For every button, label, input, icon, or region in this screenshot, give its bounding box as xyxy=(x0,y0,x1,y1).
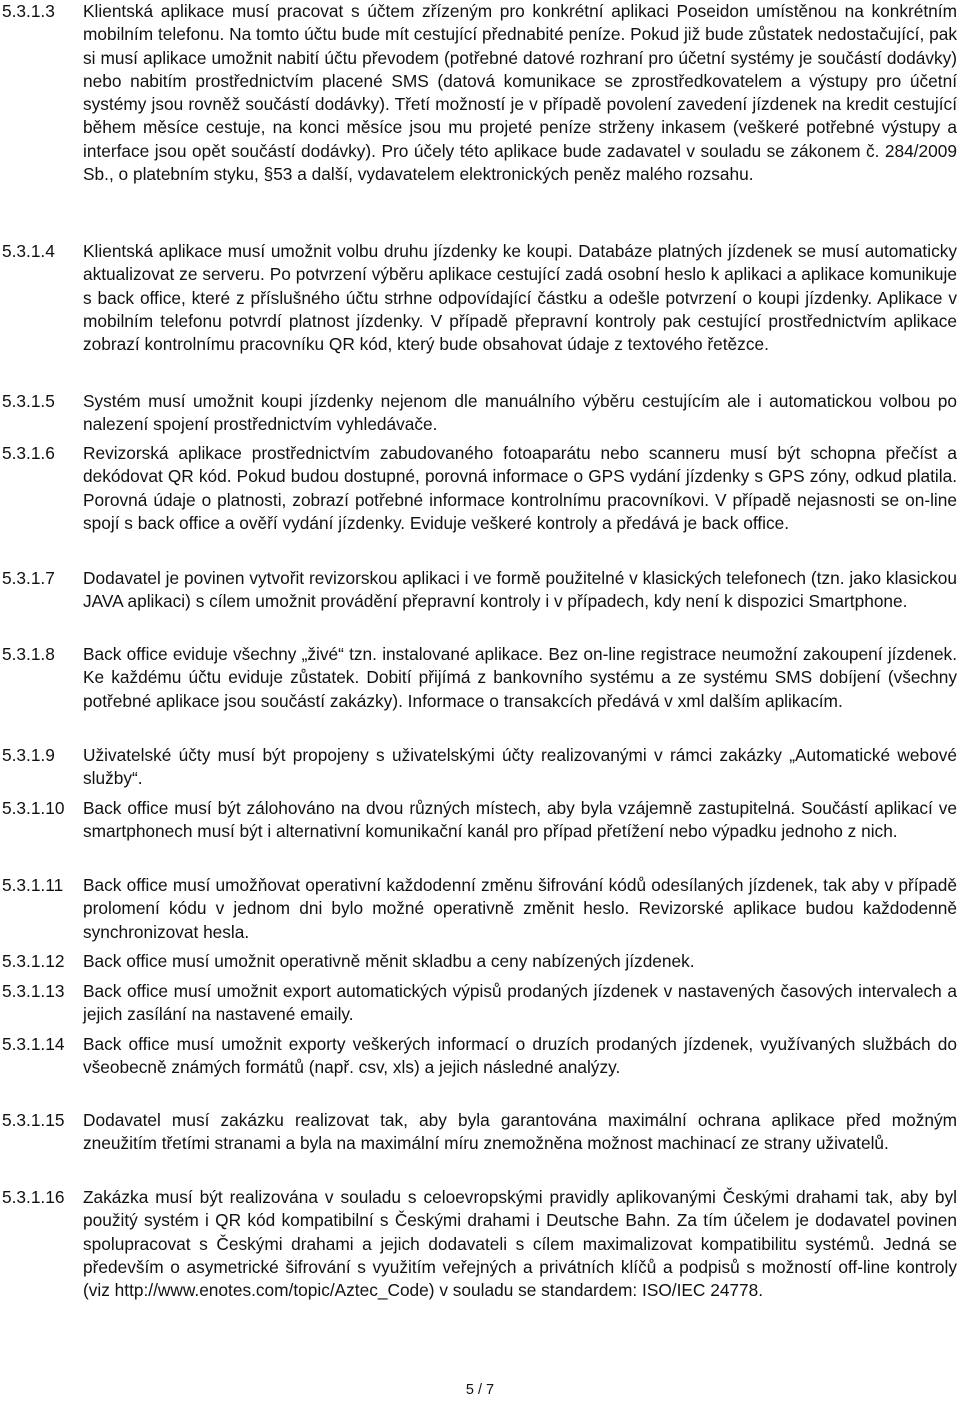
clause-number: 5.3.1.8 xyxy=(2,644,55,664)
clause-number: 5.3.1.13 xyxy=(2,981,65,1001)
clause-text: Systém musí umožnit koupi jízdenky nejenom dle manuálního výběru cestujícím ale i automatickou volbou po nalezení spojení prostřednictvím vyhledávače. xyxy=(83,391,957,435)
clause-number: 5.3.1.15 xyxy=(2,1110,65,1130)
clause-text: Back office eviduje všechny „živé“ tzn. instalované aplikace. Bez on-line registrace neumožní zakoupení jízdenek. Ke každému účtu eviduje zůstatek. Dobití přijímá z bankovního systému a ze systému SMS dobíjení (všechny potřebné aplikace jsou součástí zakázky). Informace o transakcích předává v xml dalším aplikacím. xyxy=(83,644,957,711)
clause-text: Zakázka musí být realizována v souladu s celoevropskými pravidly aplikovanými Českými drahami tak, aby byl použitý systém i QR kód kompatibilní s Českými drahami i Deutsche Bahn. Za tím účelem je dodavatel povinen spolupracovat s Českými drahami a jejich dodavateli s cílem maximalizovat kompatibilitu systémů. Jedná se především o asymetrické šifrování s využitím veřejných a privátních klíčů a podpisů s možností off-line kontroly (viz http://www.enotes.com/topic/Aztec_Code) v souladu se standardem: ISO/IEC 24778. xyxy=(83,1187,957,1301)
clause-text: Dodavatel je povinen vytvořit revizorskou aplikaci i ve formě použitelné v klasických telefonech (tzn. jako klasickou JAVA aplikaci) s cílem umožnit provádění přepravní kontroly i v případech, kdy není k dispozici Smartphone. xyxy=(83,568,957,612)
clause-text: Dodavatel musí zakázku realizovat tak, aby byla garantována maximální ochrana aplikace před možným zneužitím třetími stranami a byla na maximální míru znemožněna možnost machinací ze strany uživatelů. xyxy=(83,1110,957,1154)
clause-text: Back office musí umožňovat operativní každodenní změnu šifrování kódů odesílaných jízdenek, tak aby v případě prolomení kódu v jednom dni bylo možné operativně změnit heslo. Revizorské aplikace budou každodenně synchronizovat hesla. xyxy=(83,875,957,942)
clause-number: 5.3.1.6 xyxy=(2,443,55,463)
clause-5-3-1-13 xyxy=(2,980,958,1027)
clause-number: 5.3.1.9 xyxy=(2,745,55,765)
clause-text: Uživatelské účty musí být propojeny s uživatelskými účty realizovanými v rámci zakázky „Automatické webové služby“. xyxy=(83,745,957,789)
clause-text: Back office musí umožnit operativně měnit skladbu a ceny nabízených jízdenek. xyxy=(83,951,695,971)
clause-5-3-1-3 xyxy=(2,0,958,186)
clause-5-3-1-16 xyxy=(2,1186,958,1302)
clause-5-3-1-14 xyxy=(2,1033,958,1080)
clause-5-3-1-4 xyxy=(2,240,958,356)
clause-number: 5.3.1.16 xyxy=(2,1187,65,1207)
clause-text: Klientská aplikace musí pracovat s účtem zřízeným pro konkrétní aplikaci Poseidon umístěnou na konkrétním mobilním telefonu. Na tomto účtu bude mít cestující přednabité peníze. Pokud již bude zůstatek nedostačující, pak si musí aplikace umožnit nabití účtu převodem (potřebné datové rozhraní pro účetní systémy je součástí dodávky) nebo nabitím prostřednictvím placené SMS (datová komunikace se zprostředkovatelem a výstupy pro účetní systémy jsou rovněž součástí dodávky). Třetí možností je v případě povolení zavedení jízdenek na kredit cestující během měsíce cestuje, na konci měsíce jsou mu projeté peníze strženy inkasem (veškeré potřebné výstupy a interface jsou opět součástí dodávky). Pro účely této aplikace bude zadavatel v souladu se zákonem č. 284/2009 Sb., o platebním styku, §53 a další, vydavatelem elektronických peněz malého rozsahu. xyxy=(83,1,957,185)
clause-number: 5.3.1.11 xyxy=(2,875,64,895)
clause-number: 5.3.1.12 xyxy=(2,951,65,971)
clause-5-3-1-15 xyxy=(2,1109,958,1156)
clause-text: Back office musí umožnit exporty veškerých informací o druzích prodaných jízdenek, využívaných službách do všeobecně známých formátů (např. csv, xls) a jejich následné analýzy. xyxy=(83,1034,957,1078)
clause-text: Revizorská aplikace prostřednictvím zabudovaného fotoaparátu nebo scanneru musí být schopna přečíst a dekódovat QR kód. Pokud budou dostupné, porovná informace o GPS vydání jízdenky s GPS zóny, odkud platila. Porovná údaje o platnosti, zobrazí potřebné informace kontrolnímu pracovníkovi. V případě nejasnosti se on-line spojí s back office a ověří vydání jízdenky. Eviduje veškeré kontroly a předává je back office. xyxy=(83,443,957,533)
clause-5-3-1-7 xyxy=(2,567,958,614)
clause-5-3-1-12 xyxy=(2,950,958,973)
clause-5-3-1-11 xyxy=(2,874,958,944)
page-number: 5 / 7 xyxy=(465,1382,495,1398)
clause-number: 5.3.1.4 xyxy=(2,241,55,261)
clause-number: 5.3.1.5 xyxy=(2,391,55,411)
clause-text: Back office musí být zálohováno na dvou různých místech, aby byla vzájemně zastupitelná. Součástí aplikací ve smartphonech musí být i alternativní komunikační kanál pro případ přetížení nebo výpadku jednoho z nich. xyxy=(83,798,957,842)
clause-5-3-1-5 xyxy=(2,390,958,437)
clause-5-3-1-10 xyxy=(2,797,958,844)
clause-number: 5.3.1.14 xyxy=(2,1034,65,1054)
clause-text: Back office musí umožnit export automatických výpisů prodaných jízdenek v nastavených časových intervalech a jejich zasílání na nastavené emaily. xyxy=(83,981,957,1025)
clause-number: 5.3.1.10 xyxy=(2,798,65,818)
clause-5-3-1-6 xyxy=(2,442,958,535)
clause-number: 5.3.1.3 xyxy=(2,1,55,21)
clause-text: Klientská aplikace musí umožnit volbu druhu jízdenky ke koupi. Databáze platných jízdenek se musí automaticky aktualizovat ze serveru. Po potvrzení výběru aplikace cestující zadá osobní heslo k aplikaci a aplikace komunikuje s back office, které z příslušného účtu strhne odpovídající částku a odešle potvrzení o koupi jízdenky. Aplikace v mobilním telefonu potvrdí platnost jízdenky. V případě přepravní kontroly pak cestující prostřednictvím aplikace zobrazí kontrolnímu pracovníku QR kód, který bude obsahovat údaje z textového řetězce. xyxy=(83,241,957,355)
clause-number: 5.3.1.7 xyxy=(2,568,55,588)
clause-5-3-1-9 xyxy=(2,744,958,791)
clause-5-3-1-8 xyxy=(2,643,958,713)
